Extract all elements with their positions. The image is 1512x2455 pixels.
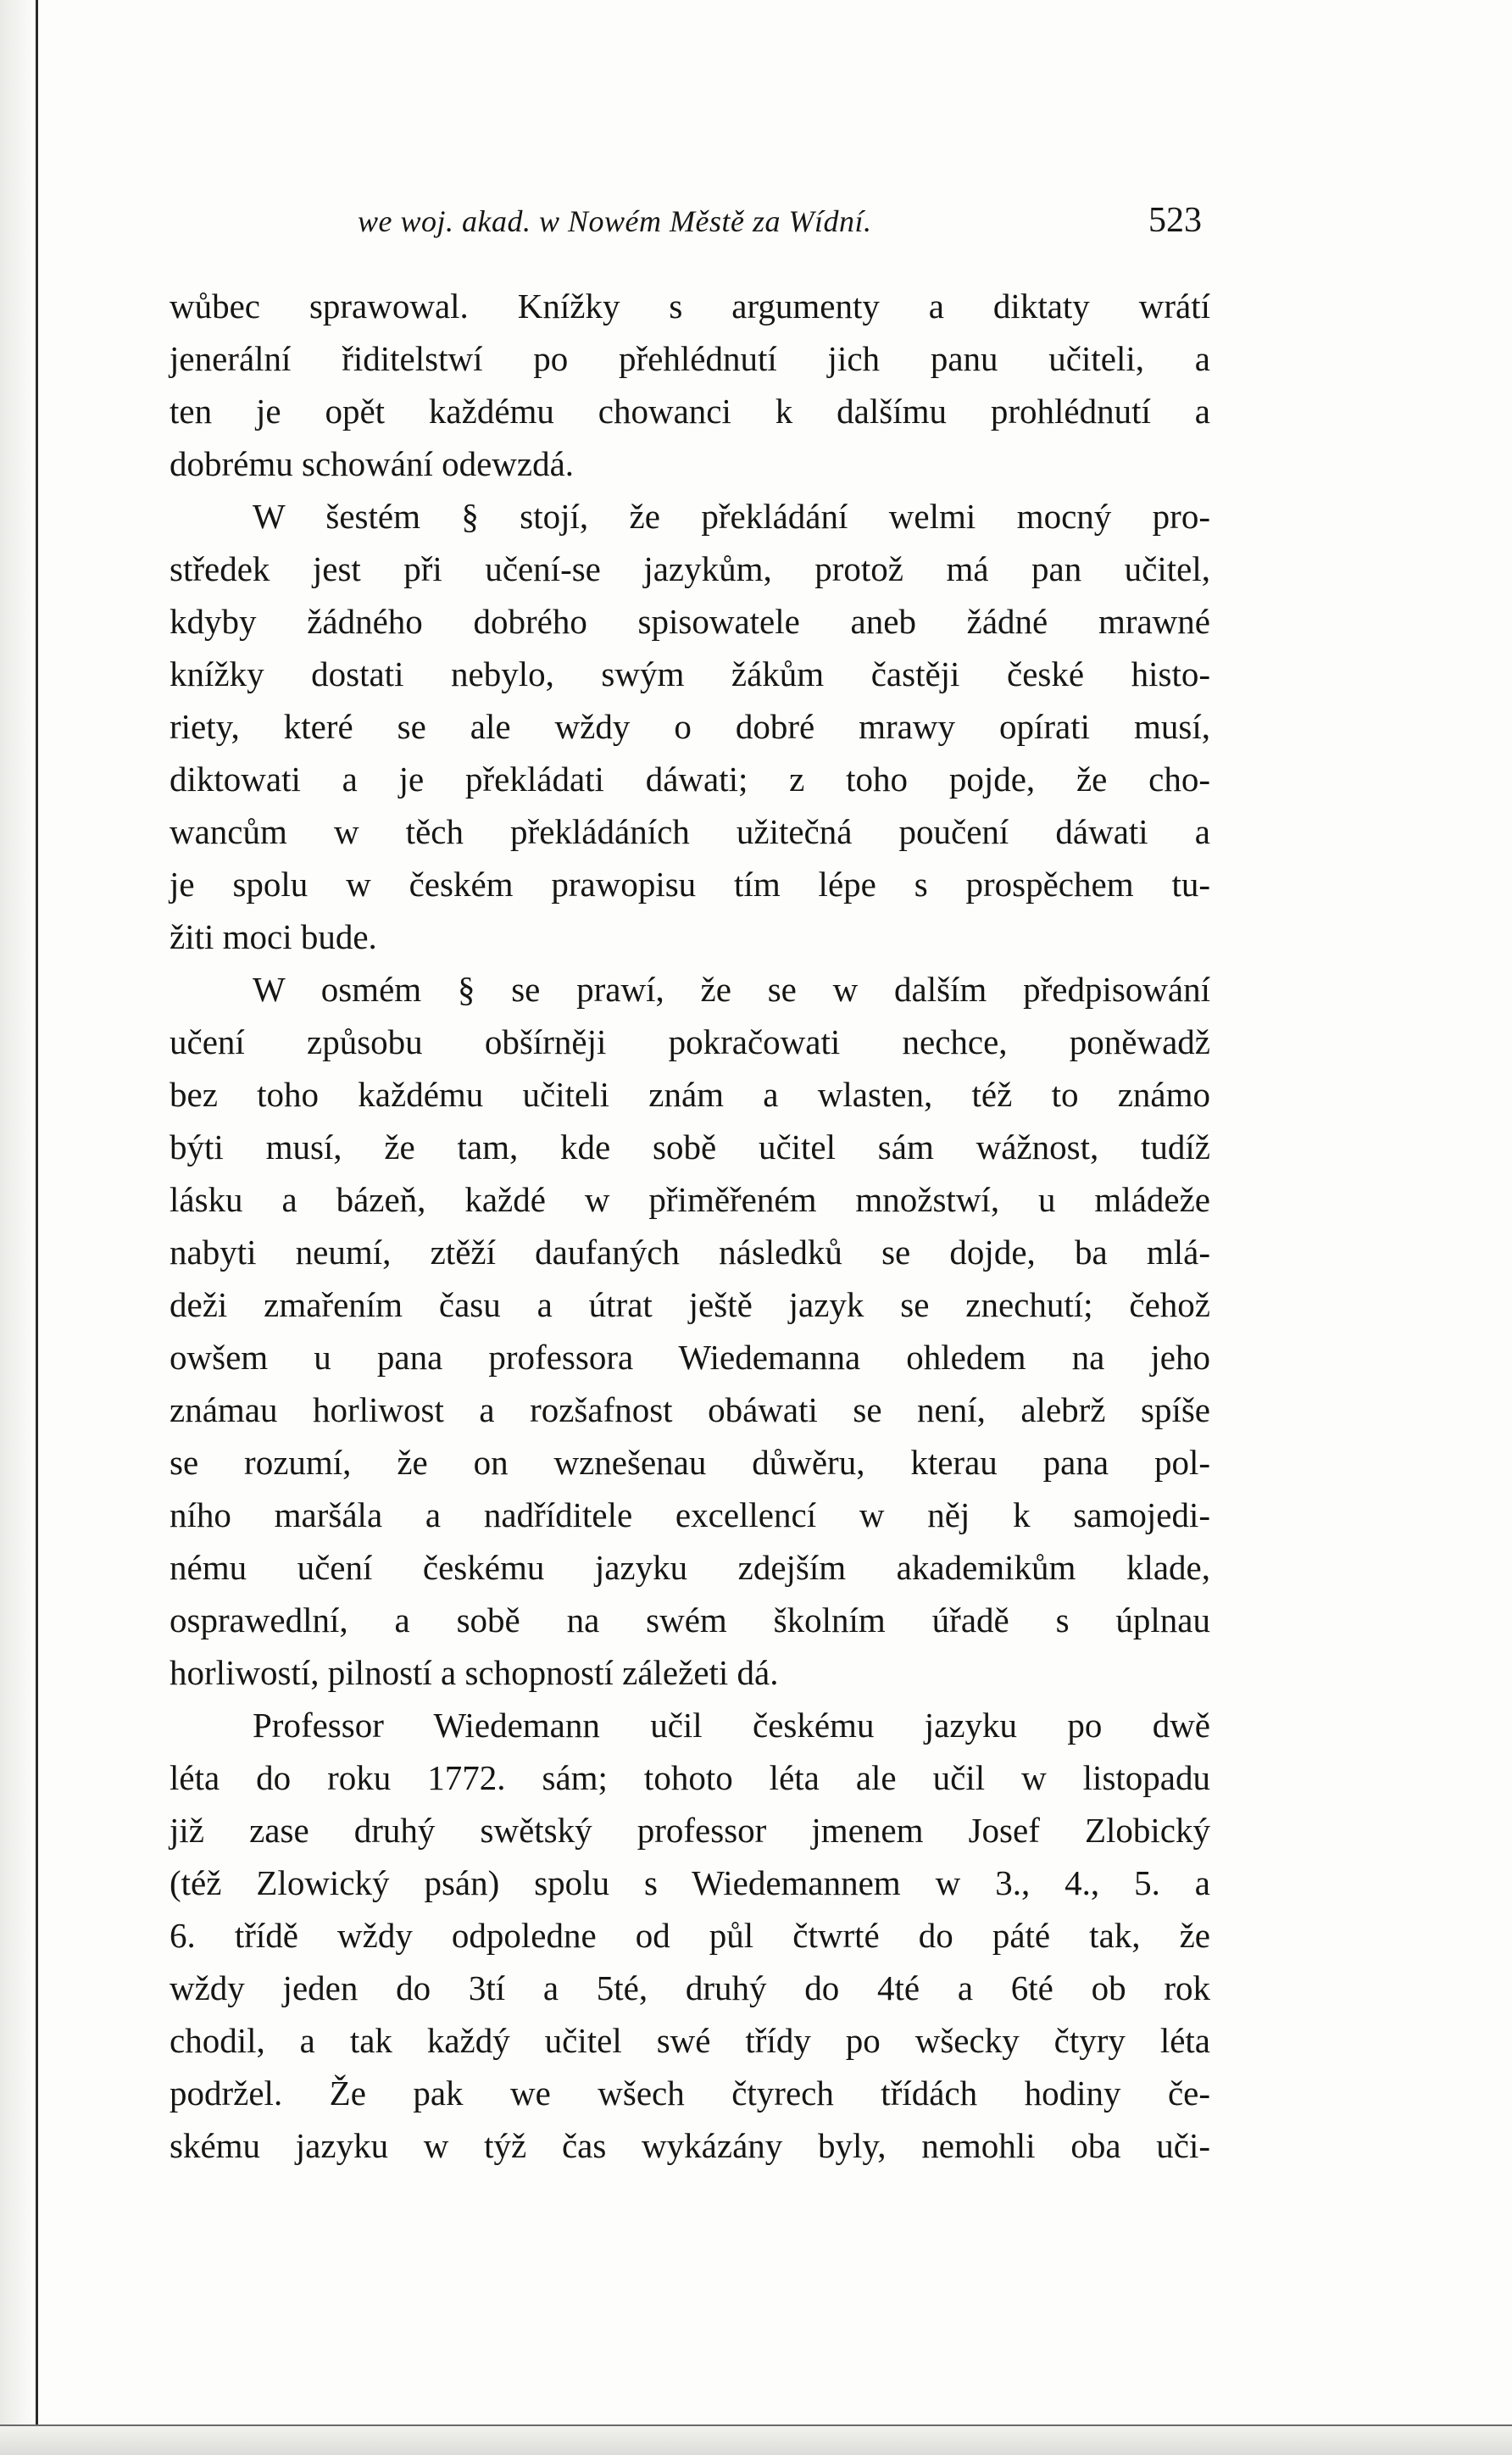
text-line: Professor Wiedemann učil českému jazyku po dwě (253, 1706, 1210, 1745)
text-line: nabyti neumí, ztěží daufaných následků se dojde, ba mlá- (170, 1233, 1210, 1272)
running-head: we woj. akad. w Nowém Městě za Wídní. (358, 204, 872, 238)
text-line: knížky dostati nebylo, swým žákům častěji české histo- (170, 654, 1210, 693)
text-line: wancům w těch překládáních užitečná poučení dáwati a (170, 812, 1210, 851)
paragraph (170, 280, 1210, 490)
page-bottom-edge (0, 2424, 1512, 2455)
page-left-edge (0, 0, 38, 2453)
text-line: známau horliwost a rozšafnost obáwati se není, alebrž spíše (170, 1390, 1210, 1429)
text-line: skému jazyku w týž čas wykázány byly, nemohli oba uči- (170, 2126, 1210, 2165)
paragraph (170, 963, 1210, 1699)
paragraph (170, 1699, 1210, 2172)
text-line: diktowati a je překládati dáwati; z toho pojde, že cho- (170, 760, 1210, 799)
text-line: riety, které se ale wždy o dobré mrawy opírati musí, (170, 707, 1210, 746)
page-header (170, 197, 1202, 256)
page-number: 523 (1148, 201, 1202, 240)
text-line: wždy jeden do 3tí a 5té, druhý do 4té a 6té ob rok (170, 1968, 1210, 2007)
text-line: žiti moci bude. (170, 917, 377, 956)
text-line: již zase druhý swětský professor jmenem Josef Zlobický (170, 1811, 1210, 1850)
text-line: W šestém § stojí, že překládání welmi mocný pro- (253, 497, 1210, 536)
text-line: podržel. Že pak we wšech čtyrech třídách hodiny če- (170, 2074, 1210, 2113)
text-line: wůbec sprawowal. Knížky s argumenty a diktaty wrátí (170, 287, 1210, 326)
text-line: býti musí, že tam, kde sobě učitel sám wážnost, tudíž (170, 1127, 1210, 1166)
text-line: bez toho každému učiteli znám a wlasten, též to známo (170, 1075, 1210, 1114)
text-line: ten je opět každému chowanci k dalšímu prohlédnutí a (170, 392, 1210, 431)
text-line: se rozumí, že on wznešenau důwěru, kterau pana pol- (170, 1443, 1210, 1482)
text-line: owšem u pana professora Wiedemanna ohledem na jeho (170, 1338, 1210, 1377)
text-line: deži zmařením času a útrat ještě jazyk se znechutí; čehož (170, 1285, 1210, 1324)
paragraph (170, 490, 1210, 963)
text-line: chodil, a tak každý učitel swé třídy po wšecky čtyry léta (170, 2021, 1210, 2060)
text-line: dobrému schowání odewzdá. (170, 444, 575, 483)
text-line: jenerální řiditelstwí po přehlédnutí jich panu učiteli, a (170, 339, 1210, 378)
text-line: (též Zlowický psán) spolu s Wiedemannem w 3., 4., 5. a (170, 1863, 1210, 1902)
body-text (170, 280, 1210, 2172)
text-line: středek jest při učení-se jazykům, protož má pan učitel, (170, 549, 1210, 588)
text-line: je spolu w českém prawopisu tím lépe s prospěchem tu- (170, 865, 1210, 904)
text-line: kdyby žádného dobrého spisowatele aneb žádné mrawné (170, 602, 1210, 641)
text-line: lásku a bázeň, každé w přiměřeném množstwí, u mládeže (170, 1180, 1210, 1219)
text-line: učení způsobu obšírněji pokračowati nechce, poněwadž (170, 1022, 1210, 1061)
text-line: léta do roku 1772. sám; tohoto léta ale učil w listopadu (170, 1758, 1210, 1797)
text-line: 6. třídě wždy odpoledne od půl čtwrté do páté tak, že (170, 1916, 1210, 1955)
text-line: ního maršála a nadříditele excellencí w něj k samojedi- (170, 1495, 1210, 1534)
text-line: nému učení českému jazyku zdejším akademikům klade, (170, 1548, 1210, 1587)
text-line: osprawedlní, a sobě na swém školním úřadě s úplnau (170, 1600, 1210, 1639)
text-line: horliwostí, pilností a schopností záležeti dá. (170, 1653, 779, 1692)
text-line: W osmém § se prawí, že se w dalším předpisowání (253, 970, 1210, 1009)
